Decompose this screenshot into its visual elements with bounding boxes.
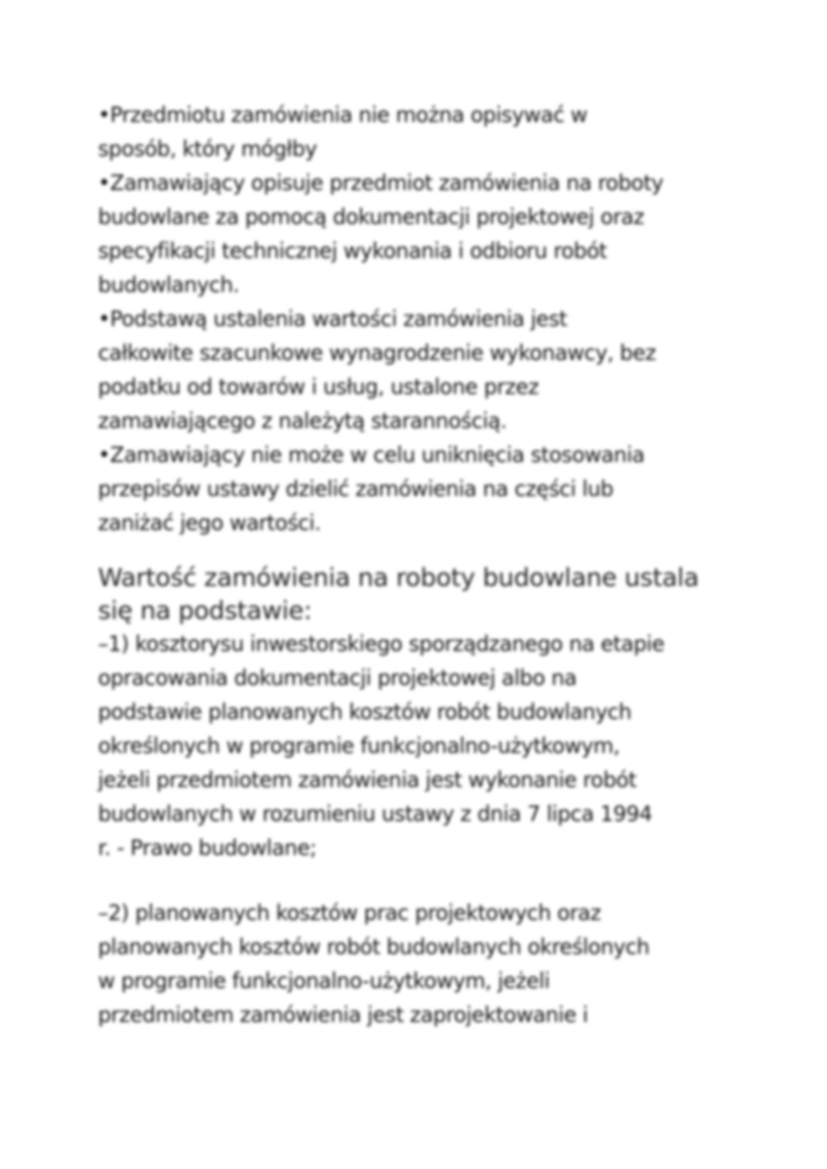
text-line: –2) planowanych kosztów prac projektowych oraz bbox=[98, 901, 601, 925]
heading-line: Wartość zamówienia na roboty budowlane ustala bbox=[98, 563, 699, 592]
text-line: zaniżać jego wartości. bbox=[98, 511, 321, 535]
list-item-1 bbox=[98, 627, 738, 865]
text-line: •Zamawiający nie może w celu uniknięcia stosowania bbox=[98, 443, 645, 467]
section-heading bbox=[98, 561, 738, 627]
text-line: jeżeli przedmiotem zamówienia jest wykonanie robót bbox=[98, 768, 637, 792]
list-item-2 bbox=[98, 896, 738, 1032]
text-line: –1) kosztorysu inwestorskiego sporządzanego na etapie bbox=[98, 632, 665, 656]
text-line: podstawie planowanych kosztów robót budowlanych bbox=[98, 700, 632, 724]
text-line: w programie funkcjonalno-użytkowym, jeżeli bbox=[98, 969, 550, 993]
text-line: podatku od towarów i usług, ustalone przez bbox=[98, 375, 539, 399]
text-line: opracowania dokumentacji projektowej albo na bbox=[98, 666, 577, 690]
text-line: budowlane za pomocą dokumentacji projektowej oraz bbox=[98, 205, 645, 229]
heading-line: się na podstawie: bbox=[98, 596, 312, 625]
text-line: przedmiotem zamówienia jest zaprojektowanie i bbox=[98, 1003, 588, 1027]
text-line: zamawiającego z należytą starannością. bbox=[98, 409, 507, 433]
item-spacer bbox=[98, 865, 738, 896]
text-line: budowlanych. bbox=[98, 273, 240, 297]
text-line: r. - Prawo budowlane; bbox=[98, 836, 317, 860]
document-content bbox=[98, 98, 738, 1032]
intro-bullets bbox=[98, 98, 738, 540]
text-line: •Zamawiający opisuje przedmiot zamówienia na roboty bbox=[98, 171, 664, 195]
section-spacer bbox=[98, 540, 738, 561]
text-line: całkowite szacunkowe wynagrodzenie wykonawcy, bez bbox=[98, 341, 656, 365]
text-line: określonych w programie funkcjonalno-użytkowym, bbox=[98, 734, 620, 758]
text-line: •Podstawą ustalenia wartości zamówienia jest bbox=[98, 307, 567, 331]
text-line: •Przedmiotu zamówienia nie można opisywać w bbox=[98, 103, 588, 127]
text-line: planowanych kosztów robót budowlanych określonych bbox=[98, 935, 650, 959]
text-line: sposób, który mógłby bbox=[98, 137, 317, 161]
text-line: przepisów ustawy dzielić zamówienia na części lub bbox=[98, 477, 614, 501]
text-line: specyfikacji technicznej wykonania i odbioru robót bbox=[98, 239, 607, 263]
text-line: budowlanych w rozumieniu ustawy z dnia 7 lipca 1994 bbox=[98, 802, 653, 826]
